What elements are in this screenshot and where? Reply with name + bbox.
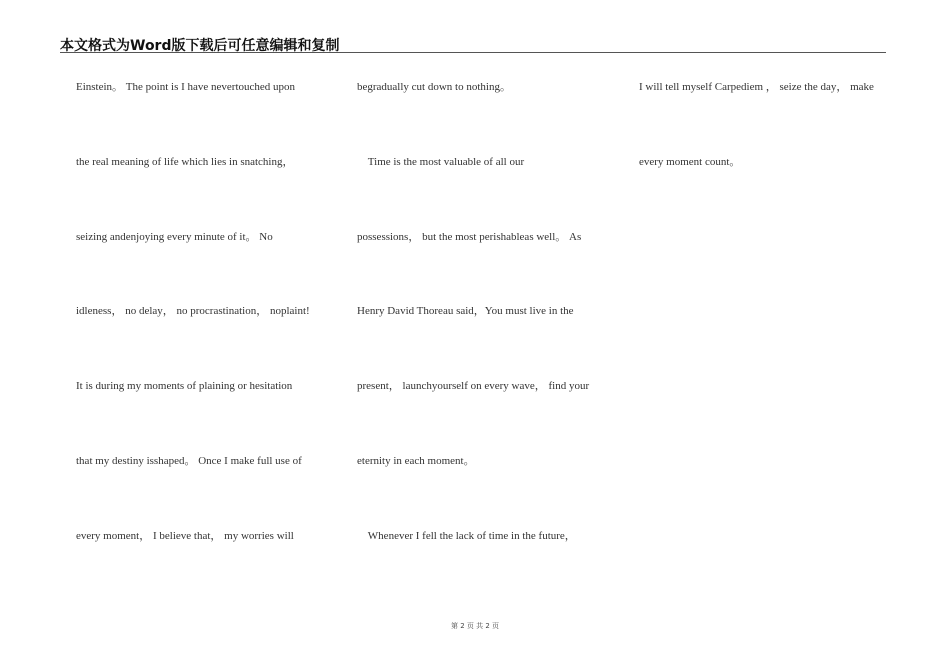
column-1-line: It is during my moments of plaining or hesitation: [76, 380, 293, 392]
column-2-line: begradually cut down to nothing。: [357, 81, 511, 93]
column-2-line: eternity in each moment。: [357, 455, 475, 467]
column-2-line: present， launchyourself on every wave， find your: [357, 380, 590, 392]
page-number-footer: 第 2 页 共 2 页: [450, 622, 500, 630]
column-1-line: seizing andenjoying every minute of it。 No: [76, 231, 273, 243]
column-2-line: Whenever I fell the lack of time in the future，: [357, 530, 576, 542]
column-2-line: Henry David Thoreau said，You must live in the: [357, 305, 574, 317]
column-1-line: every moment， I believe that， my worries will: [76, 530, 294, 542]
column-3-line: every moment count。: [639, 156, 741, 168]
header-divider: [60, 52, 886, 53]
column-1-line: that my destiny isshaped。 Once I make full use of: [76, 455, 302, 467]
column-2-line: Time is the most valuable of all our: [357, 156, 525, 168]
column-1-line: the real meaning of life which lies in snatching，: [76, 156, 294, 168]
column-1-line: idleness， no delay， no procrastination， noplaint!: [76, 305, 310, 317]
column-3-line: I will tell myself Carpediem ， seize the day， make: [639, 81, 874, 93]
page-header-title: 本文格式为Word版下载后可任意编辑和复制: [60, 38, 340, 54]
column-1-line: Einstein。 The point is I have nevertouched upon: [76, 81, 296, 93]
column-2-line: possessions， but the most perishableas well。 As: [357, 231, 582, 243]
